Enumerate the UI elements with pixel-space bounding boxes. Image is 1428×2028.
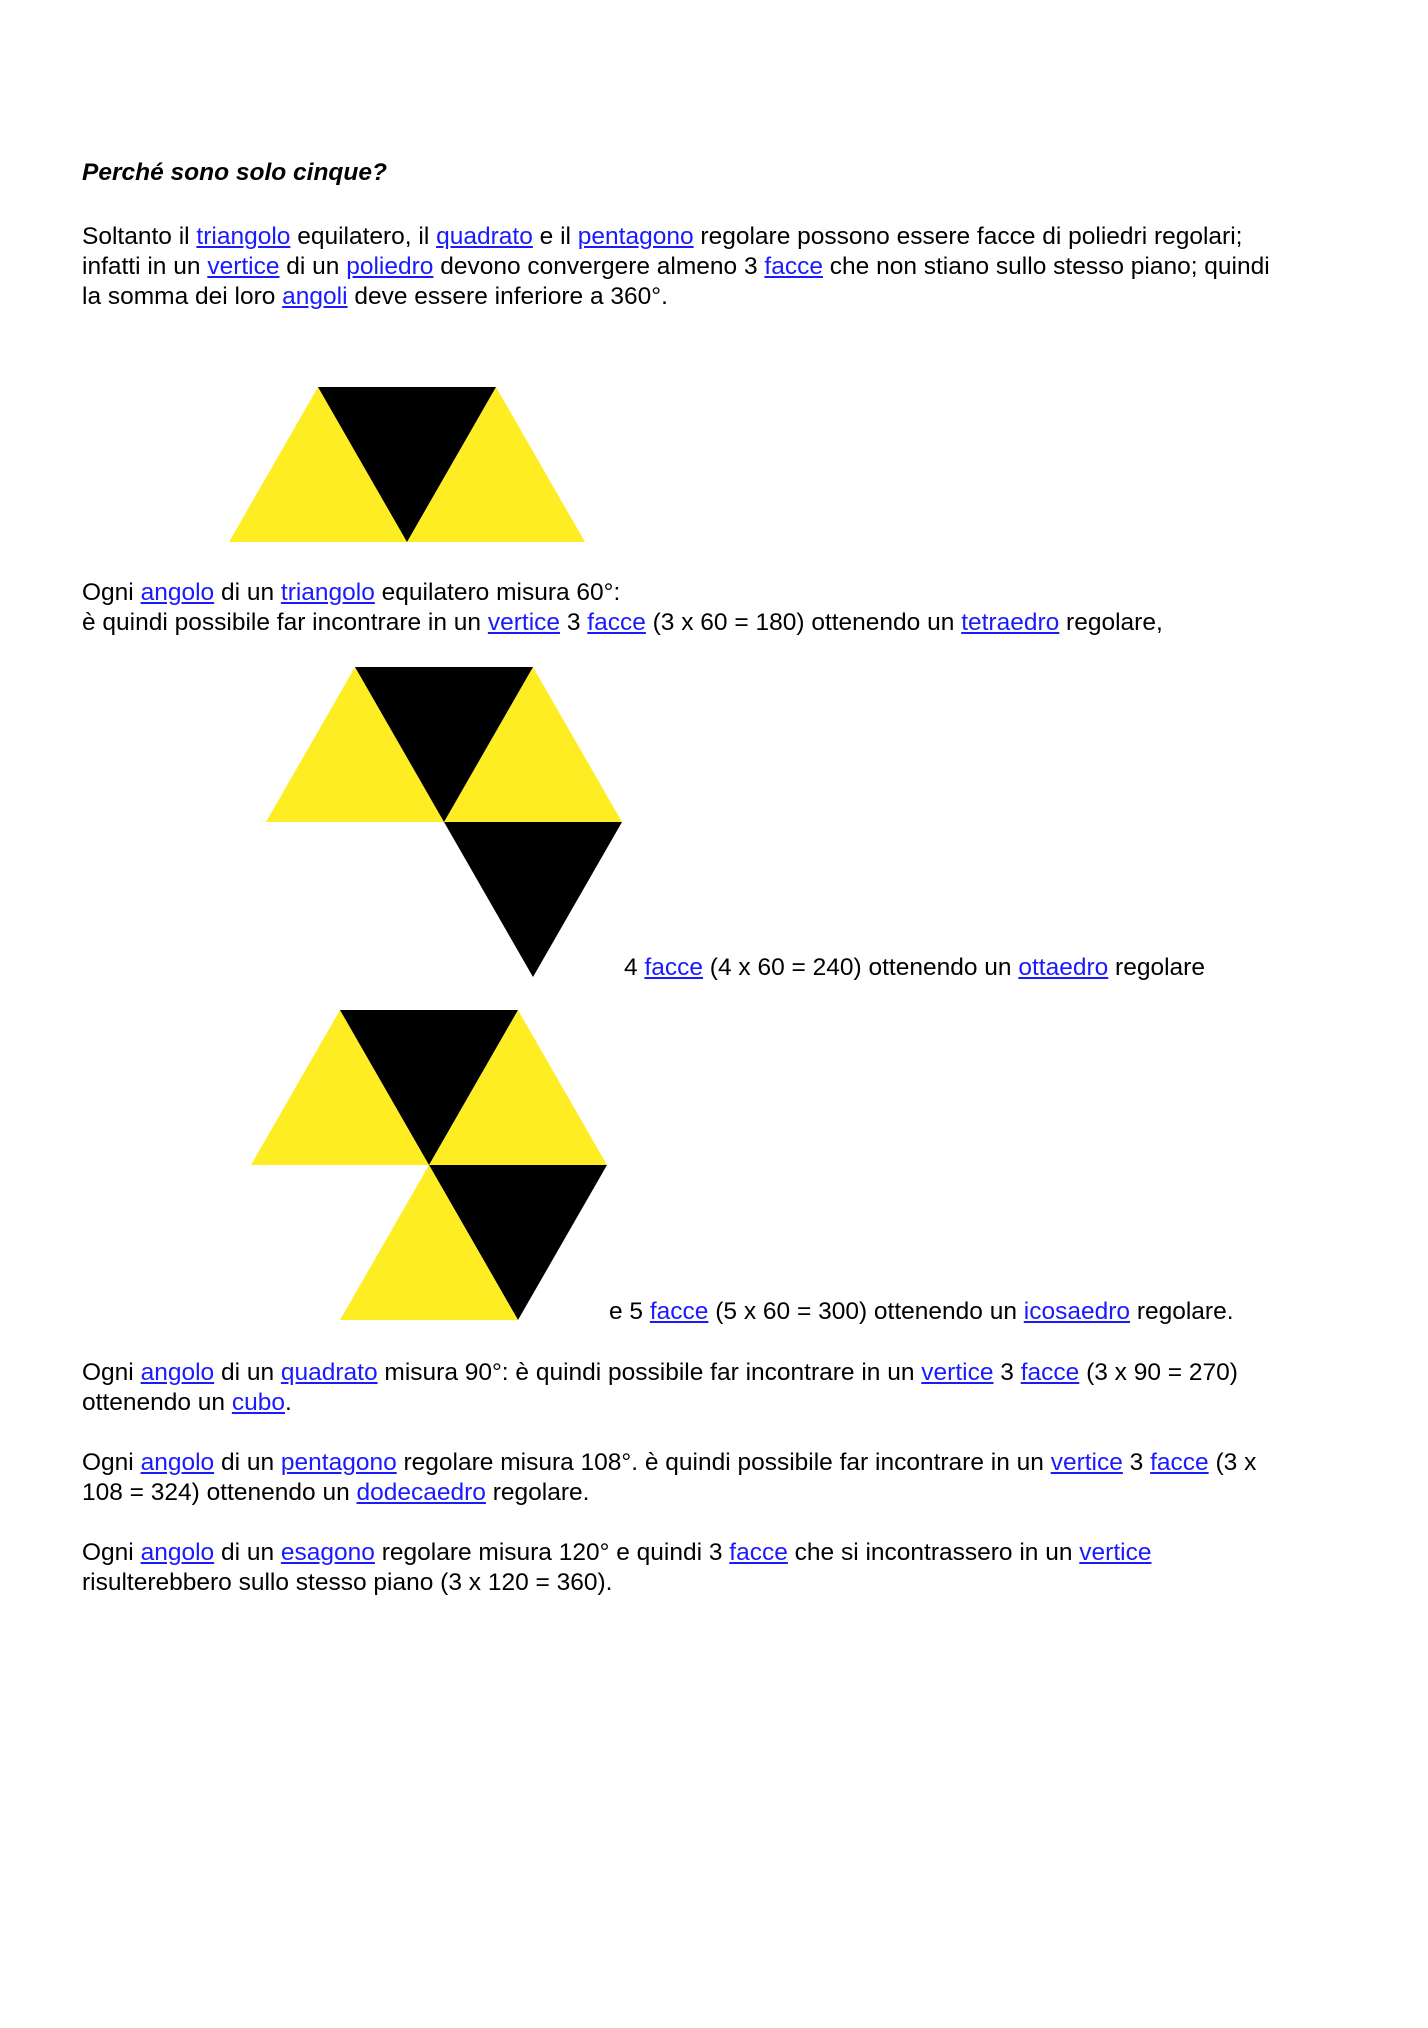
text: deve essere inferiore a 360°. <box>347 283 668 310</box>
hexagon-line-2 <box>82 1568 612 1598</box>
link-pentagono[interactable]: pentagono <box>577 223 694 250</box>
text: di un <box>214 1539 281 1566</box>
text: Ogni <box>82 1449 141 1476</box>
text: di un <box>214 1449 281 1476</box>
text: di un <box>279 253 347 280</box>
link-poliedro[interactable]: poliedro <box>346 253 434 280</box>
link-vertice[interactable]: vertice <box>207 253 280 280</box>
link-angolo[interactable]: angolo <box>140 1539 215 1566</box>
text: che non stiano sullo stesso piano; quindi <box>822 253 1270 280</box>
link-icosaedro[interactable]: icosaedro <box>1023 1298 1131 1325</box>
text: ottenendo un <box>82 1389 232 1416</box>
text: risulterebbero sullo stesso piano (3 x 120 = 360). <box>82 1569 613 1596</box>
link-vertice[interactable]: vertice <box>487 609 561 636</box>
hexagon-line-1 <box>82 1538 1151 1568</box>
link-tetraedro[interactable]: tetraedro <box>961 609 1060 636</box>
text: regolare, <box>1059 609 1163 636</box>
link-triangolo[interactable]: triangolo <box>280 579 375 606</box>
link-facce[interactable]: facce <box>1020 1359 1080 1386</box>
text: che si incontrassero in un <box>787 1539 1080 1566</box>
link-quadrato[interactable]: quadrato <box>436 223 533 250</box>
text: devono convergere almeno 3 <box>433 253 765 280</box>
link-ottaedro[interactable]: ottaedro <box>1018 954 1109 981</box>
link-quadrato[interactable]: quadrato <box>280 1359 378 1386</box>
link-cubo[interactable]: cubo <box>231 1389 285 1416</box>
text: 3 <box>993 1359 1021 1386</box>
text: Ogni <box>82 1359 141 1386</box>
text: regolare possono essere facce di poliedri regolari; <box>693 223 1243 250</box>
text: 3 <box>1122 1449 1151 1476</box>
text: Ogni <box>82 579 141 606</box>
text: di un <box>214 1359 281 1386</box>
text: di un <box>214 579 281 606</box>
link-dodecaedro[interactable]: dodecaedro <box>356 1479 486 1506</box>
square-line-2 <box>82 1388 292 1418</box>
text: (3 x 60 = 180) ottenendo un <box>645 609 962 636</box>
link-vertice[interactable]: vertice <box>1050 1449 1123 1476</box>
page-title: Perché sono solo cinque? <box>82 159 387 186</box>
text: misura 90°: è quindi possibile far incontrare in un <box>377 1359 922 1386</box>
text: infatti in un <box>82 253 208 280</box>
text: (5 x 60 = 300) ottenendo un <box>708 1298 1024 1325</box>
text: 4 <box>624 954 645 981</box>
link-facce[interactable]: facce <box>764 253 823 280</box>
text: equilatero, il <box>290 223 437 250</box>
text: regolare. <box>485 1479 590 1506</box>
link-facce[interactable]: facce <box>1150 1449 1209 1476</box>
link-vertice[interactable]: vertice <box>1079 1539 1152 1566</box>
text: è quindi possibile far incontrare in un <box>82 609 488 636</box>
link-facce[interactable]: facce <box>729 1539 788 1566</box>
link-triangolo[interactable]: triangolo <box>196 223 291 250</box>
link-vertice[interactable]: vertice <box>921 1359 994 1386</box>
link-facce[interactable]: facce <box>649 1298 709 1325</box>
link-pentagono[interactable]: pentagono <box>280 1449 397 1476</box>
text: 3 <box>560 609 588 636</box>
pentagon-line-1 <box>82 1448 1256 1478</box>
link-angoli[interactable]: angoli <box>282 283 348 310</box>
text: regolare. <box>1130 1298 1234 1325</box>
link-facce[interactable]: facce <box>587 609 646 636</box>
pentagon-line-2 <box>82 1478 589 1508</box>
text: equilatero misura 60°: <box>374 579 621 606</box>
text: la somma dei loro <box>82 283 283 310</box>
link-facce[interactable]: facce <box>644 954 703 981</box>
text: (3 x 90 = 270) <box>1079 1359 1238 1386</box>
text: Soltanto il <box>82 223 197 250</box>
link-esagono[interactable]: esagono <box>280 1539 375 1566</box>
text: (3 x <box>1208 1449 1257 1476</box>
link-angolo[interactable]: angolo <box>140 1359 215 1386</box>
text: e il <box>532 223 578 250</box>
text: 108 = 324) ottenendo un <box>82 1479 357 1506</box>
text: regolare <box>1108 954 1205 981</box>
text: Ogni <box>82 1539 141 1566</box>
icosahedron-caption <box>609 1297 1234 1327</box>
text: regolare misura 120° e quindi 3 <box>374 1539 730 1566</box>
link-angolo[interactable]: angolo <box>140 579 215 606</box>
text: e 5 <box>609 1298 650 1325</box>
square-line-1 <box>82 1358 1238 1388</box>
text: regolare misura 108°. è quindi possibile far incontrare in un <box>396 1449 1051 1476</box>
text: (4 x 60 = 240) ottenendo un <box>703 954 1019 981</box>
link-angolo[interactable]: angolo <box>140 1449 215 1476</box>
text: . <box>285 1389 292 1416</box>
